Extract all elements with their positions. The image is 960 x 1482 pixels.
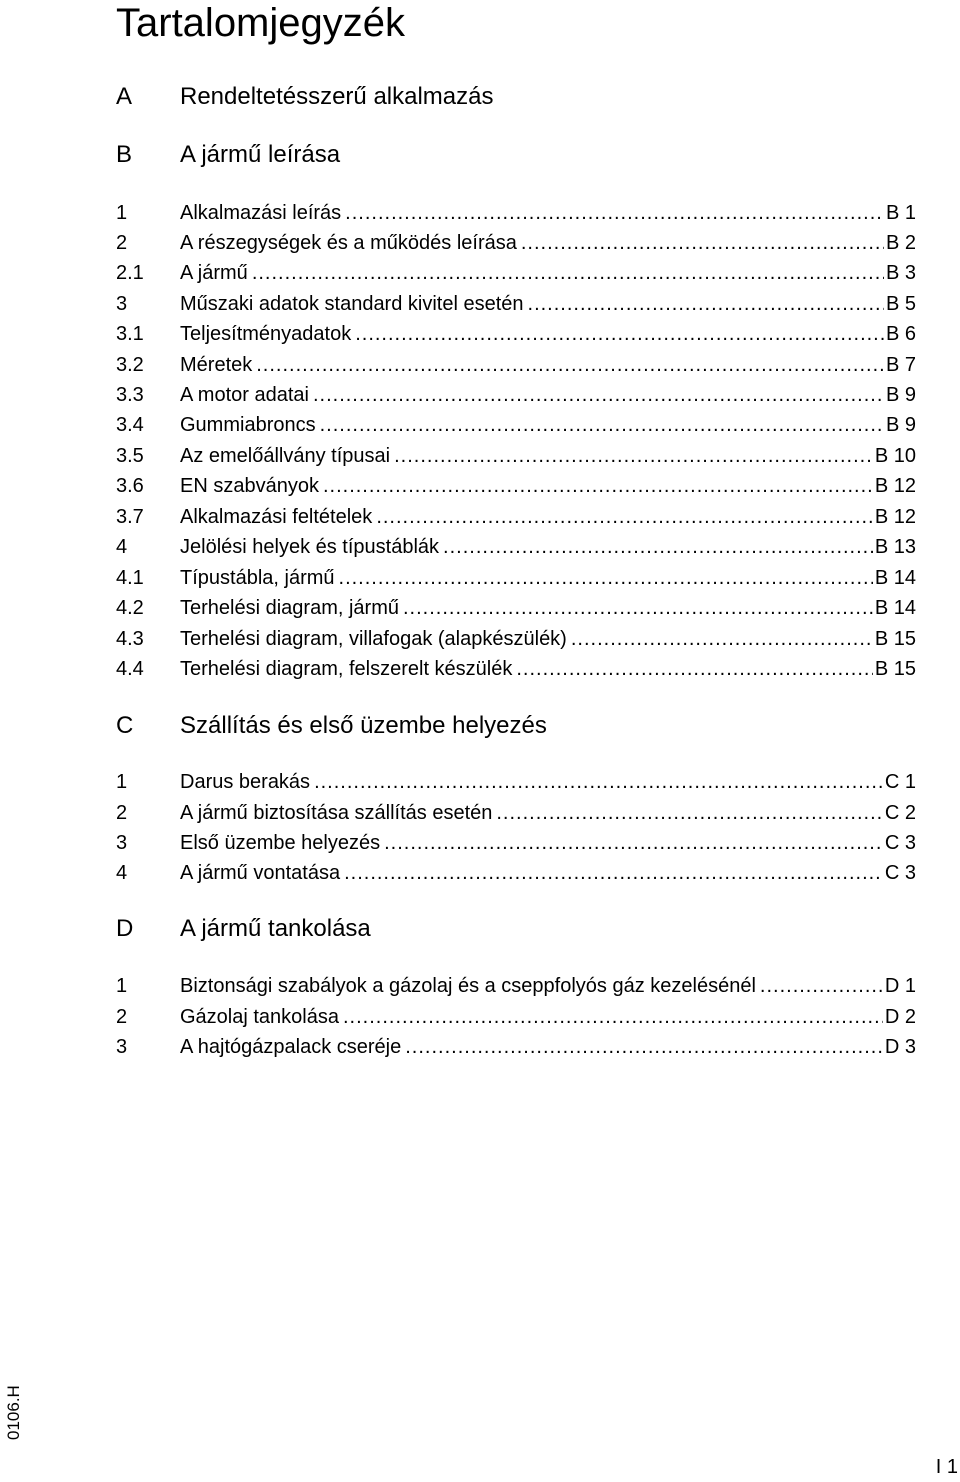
toc-entry-page: D 1 (884, 975, 916, 997)
toc-entry[interactable] (116, 412, 916, 438)
toc-entry-page: B 12 (874, 475, 916, 497)
dot-leader (323, 473, 873, 499)
toc-entry-label: Jelölési helyek és típustáblák (180, 536, 440, 558)
toc-entry-page: B 6 (885, 323, 916, 345)
toc-entry[interactable] (116, 230, 916, 256)
toc-entry-number: 1 (116, 975, 128, 997)
toc-entry-page: C 3 (884, 832, 916, 854)
toc-entry-number: 4.2 (116, 597, 144, 619)
dot-leader (376, 504, 873, 530)
toc-entry-number: 3.6 (116, 475, 144, 497)
toc-entry[interactable] (116, 473, 916, 499)
toc-entry-page: B 7 (885, 354, 916, 376)
toc-entry-page: B 5 (885, 293, 916, 315)
toc-entry-label: Műszaki adatok standard kivitel esetén (180, 293, 524, 315)
dot-leader (256, 352, 884, 378)
toc-entry-label: Gummiabroncs (180, 414, 316, 436)
toc-entry-number: 1 (116, 202, 128, 224)
toc-entry-number: 2 (116, 232, 128, 254)
section-heading-a (116, 81, 916, 113)
section-title: Szállítás és első üzembe helyezés (180, 712, 547, 739)
toc-entry[interactable] (116, 656, 916, 682)
toc-entry-number: 3.4 (116, 414, 144, 436)
toc-entry[interactable] (116, 860, 916, 886)
section-title: A jármű tankolása (180, 915, 371, 942)
toc-entry-number: 3.7 (116, 506, 144, 528)
toc-entry-label: Alkalmazási feltételek (180, 506, 373, 528)
toc-entry-page: C 2 (884, 802, 916, 824)
toc-entry[interactable] (116, 443, 916, 469)
toc-entry-page: B 10 (874, 445, 916, 467)
toc-entry-page: B 9 (885, 384, 916, 406)
dot-leader (521, 230, 884, 256)
dot-leader (314, 769, 883, 795)
toc-entry[interactable] (116, 830, 916, 856)
toc-entry-label: Az emelőállvány típusai (180, 445, 391, 467)
toc-entry[interactable] (116, 382, 916, 408)
toc-entry-number: 3 (116, 832, 128, 854)
section-title: A jármű leírása (180, 141, 341, 168)
toc-entry-number: 4.4 (116, 658, 144, 680)
toc-entry-label: Darus berakás (180, 771, 311, 793)
page-number: I 1 (935, 1456, 958, 1478)
toc-entry-number: 3 (116, 293, 128, 315)
toc-entry-label: A motor adatai (180, 384, 309, 406)
section-letter: D (116, 915, 134, 942)
dot-leader (403, 595, 873, 621)
dot-leader (405, 1034, 883, 1060)
toc-entry-label: A részegységek és a működés leírása (180, 232, 517, 254)
dot-leader (496, 800, 883, 826)
section-heading-d (116, 913, 916, 945)
dot-leader (345, 200, 884, 226)
dot-leader (355, 321, 884, 347)
toc-entry[interactable] (116, 769, 916, 795)
dot-leader (571, 626, 873, 652)
toc-entry-label: Típustábla, jármű (180, 567, 335, 589)
toc-entry-label: Terhelési diagram, villafogak (alapkészülék) (180, 628, 567, 650)
toc-entry-page: B 15 (874, 658, 916, 680)
toc-entry[interactable] (116, 800, 916, 826)
toc-entry-label: Méretek (180, 354, 253, 376)
toc-entry-number: 2 (116, 1006, 128, 1028)
dot-leader (516, 656, 872, 682)
toc-entry[interactable] (116, 200, 916, 226)
toc-entry[interactable] (116, 504, 916, 530)
section-heading-b (116, 139, 916, 171)
toc-entry[interactable] (116, 534, 916, 560)
toc-entry-number: 2.1 (116, 262, 144, 284)
toc-entry[interactable] (116, 321, 916, 347)
toc-entry-page: B 3 (885, 262, 916, 284)
toc-entry-page: D 3 (884, 1036, 916, 1058)
toc-entry-number: 4.3 (116, 628, 144, 650)
toc-entry-label: Terhelési diagram, felszerelt készülék (180, 658, 513, 680)
dot-leader (394, 443, 873, 469)
toc-entry-page: C 1 (884, 771, 916, 793)
dot-leader (760, 973, 883, 999)
toc-entry[interactable] (116, 291, 916, 317)
toc-entry-number: 3 (116, 1036, 128, 1058)
toc-entry[interactable] (116, 260, 916, 286)
toc-entry-number: 4 (116, 862, 128, 884)
toc-entry-number: 3.5 (116, 445, 144, 467)
toc-entry-page: B 1 (885, 202, 916, 224)
toc-entry-page: B 13 (874, 536, 916, 558)
dot-leader (384, 830, 883, 856)
toc-entry[interactable] (116, 565, 916, 591)
toc-entry-number: 3.1 (116, 323, 144, 345)
toc-entry-label: A hajtógázpalack cseréje (180, 1036, 402, 1058)
toc-entry-page: B 14 (874, 597, 916, 619)
section-heading-c (116, 710, 916, 742)
section-letter: B (116, 141, 133, 168)
toc-entry-label: Alkalmazási leírás (180, 202, 342, 224)
toc-entry-page: B 2 (885, 232, 916, 254)
toc-entry-number: 4.1 (116, 567, 144, 589)
dot-leader (320, 412, 884, 438)
dot-leader (528, 291, 884, 317)
toc-entry-label: Gázolaj tankolása (180, 1006, 339, 1028)
dot-leader (252, 260, 884, 286)
section-letter: C (116, 712, 134, 739)
toc-entry[interactable] (116, 973, 916, 999)
toc-entry[interactable] (116, 1034, 916, 1060)
toc-entry-page: B 14 (874, 567, 916, 589)
toc-entry-number: 4 (116, 536, 128, 558)
page-title: Tartalomjegyzék (116, 1, 406, 45)
toc-entry-label: EN szabványok (180, 475, 319, 497)
section-letter: A (116, 83, 133, 110)
toc-entry-number: 2 (116, 802, 128, 824)
toc-entry[interactable] (116, 626, 916, 652)
section-title: Rendeltetésszerű alkalmazás (180, 83, 494, 110)
toc-entry-label: Terhelési diagram, jármű (180, 597, 399, 619)
toc-entry-label: Első üzembe helyezés (180, 832, 381, 854)
toc-entry-label: Biztonsági szabályok a gázolaj és a cseppfolyós gáz kezelésénél (180, 975, 756, 997)
toc-entry[interactable] (116, 1004, 916, 1030)
dot-leader (344, 860, 883, 886)
toc-entry-number: 1 (116, 771, 128, 793)
toc-entry-page: B 12 (874, 506, 916, 528)
dot-leader (313, 382, 884, 408)
toc-entry-page: C 3 (884, 862, 916, 884)
toc-entry[interactable] (116, 595, 916, 621)
toc-entry-label: Teljesítményadatok (180, 323, 352, 345)
dot-leader (339, 565, 873, 591)
toc-entry-number: 3.3 (116, 384, 144, 406)
toc-entry[interactable] (116, 352, 916, 378)
toc-entry-number: 3.2 (116, 354, 144, 376)
document-code: 0106.H (4, 1385, 23, 1440)
toc-entry-label: A jármű vontatása (180, 862, 341, 884)
toc-entry-label: A jármű (180, 262, 248, 284)
toc-entry-page: B 9 (885, 414, 916, 436)
toc-entry-page: B 15 (874, 628, 916, 650)
toc-entry-page: D 2 (884, 1006, 916, 1028)
dot-leader (343, 1004, 883, 1030)
toc-entry-label: A jármű biztosítása szállítás esetén (180, 802, 493, 824)
dot-leader (443, 534, 873, 560)
